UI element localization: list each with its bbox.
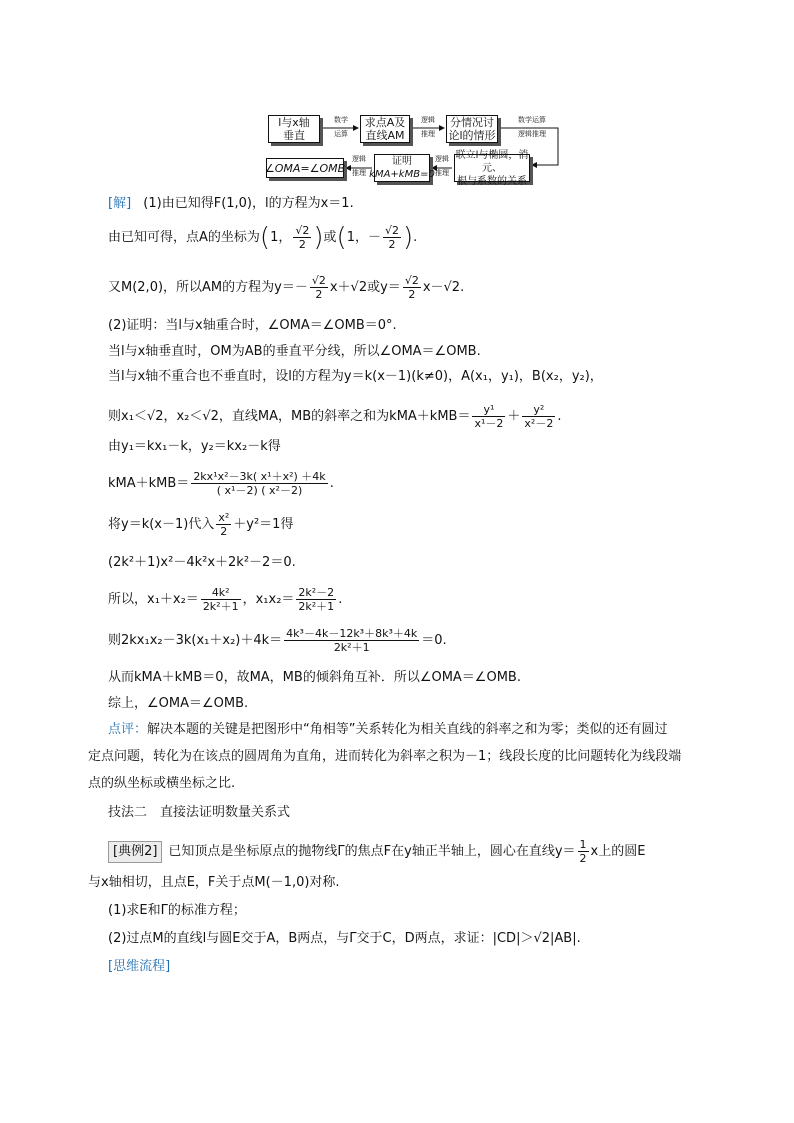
review-line-3: 点的纵坐标或横坐标之比. (88, 776, 236, 791)
flow-arrow-label-2: 逻辑 推理 (421, 116, 435, 138)
solution-line-7: 则x₁＜√2，x₂＜√2，直线MA，MB的斜率之和为kMA＋kMB＝ $\frac{\text{y¹}}{\text{x¹－2}}$ ＋ $\frac{\text{y²}}{\text{x²－2}}$ . (108, 403, 562, 430)
solution-line-15: 综上，∠OMA＝∠OMB. (108, 696, 249, 711)
solution-line-13: 则2kx₁x₂－3k(x₁＋x₂)＋4k＝ $\frac{\text{4k³－4k－12k³＋8k³＋4k}}{\text{2k²＋1}}$ ＝0. (108, 627, 447, 654)
solution-line-10: 将y＝k(x－1)代入 $\frac{\text{x²}}{2}$ ＋y²＝1得 (108, 511, 294, 538)
solution-line-2: 由已知可得，点A的坐标为(1， $\frac{√2}{2}$ )或(1，－ $\frac{√2}{2}$ ). (108, 222, 418, 253)
solution-line-8: 由y₁＝kx₁－k，y₂＝kx₂－k得 (108, 439, 281, 454)
section-heading: 技法二 直接法证明数量关系式 (108, 805, 291, 820)
flow-arrow-label-5: 逻辑 推理 (352, 155, 366, 177)
solution-line-5: 当l与x轴垂直时，OM为AB的垂直平分线，所以∠OMA＝∠OMB. (108, 344, 481, 359)
fraction: $\frac{\text{2kx¹x²－3k( x¹＋x²) ＋4k}}{\text{( x¹－2) ( x²－2)}}$ (193, 470, 326, 497)
example-line-4: (2)过点M的直线l与圆E交于A，B两点，与Γ交于C，D两点，求证：|CD|＞√2|AB|. (108, 931, 581, 946)
solution-tag: [解] (108, 196, 132, 211)
fraction: $\frac{√2}{2}$ (311, 274, 326, 301)
flow-arrow-label-1: 数学 运算 (334, 116, 348, 138)
example-line-1: [典例2] 已知顶点是坐标原点的抛物线Γ的焦点F在y轴正半轴上，圆心在直线y＝ $\frac{1}{2}$ x上的圆E (108, 838, 645, 865)
thinking-flow-label: [思维流程] (108, 959, 171, 974)
review-line-2: 定点问题，转化为在该点的圆周角为直角，进而转化为斜率之积为－1；线段长度的比问题转化为线段端 (88, 749, 682, 764)
solution-line-4: (2)证明：当l与x轴重合时，∠OMA＝∠OMB＝0°. (108, 318, 397, 333)
review-line-1: 点评：解决本题的关键是把图形中“角相等”关系转化为相关直线的斜率之和为零；类似的还有圆过 (108, 722, 668, 737)
fraction: $\frac{√2}{2}$ (295, 224, 310, 251)
solution-line-6: 当l与x轴不重合也不垂直时，设l的方程为y＝k(x－1)(k≠0)，A(x₁，y₁)，B(x₂，y₂)， (108, 369, 603, 384)
fraction: $\frac{√2}{2}$ (384, 224, 399, 251)
flow-box-system: 联立l与椭圆，消元、 根与系数的关系 (455, 149, 529, 187)
example-line-2: 与x轴相切，且点E，F关于点M(－1,0)对称. (88, 875, 340, 890)
fraction: $\frac{\text{y²}}{\text{x²－2}}$ (524, 403, 554, 430)
fraction: $\frac{\text{4k²}}{\text{2k²＋1}}$ (202, 586, 239, 613)
flow-arrow-label-4: 逻辑 推理 (435, 155, 449, 177)
flow-box-prove: 证明 kMA+kMB=0 (369, 156, 435, 180)
fraction: $\frac{\text{2k²－2}}{\text{2k²＋1}}$ (298, 586, 335, 613)
flow-box-conclusion: ∠OMA=∠OMB (266, 158, 344, 178)
fraction: $\frac{\text{x²}}{2}$ (218, 511, 230, 538)
fraction: $\frac{\text{y¹}}{\text{x¹－2}}$ (474, 403, 504, 430)
fraction: $\frac{√2}{2}$ (404, 274, 419, 301)
example-badge: [典例2] (108, 841, 162, 863)
flow-box-find-a: 求点A及 直线AM (360, 115, 410, 143)
solution-line-9: kMA＋kMB＝ $\frac{\text{2kx¹x²－3k( x¹＋x²) ＋4k}}{\text{( x¹－2) ( x²－2)}}$ . (108, 470, 334, 497)
solution-line-14: 从而kMA＋kMB＝0，故MA，MB的倾斜角互补．所以∠OMA＝∠OMB. (108, 670, 521, 685)
flow-box-cases: 分情况讨 论l的情形 (446, 115, 498, 143)
flow-box-perpendicular: l与x轴 垂直 (268, 115, 320, 143)
solution-line-3: 又M(2,0)，所以AM的方程为y＝－ $\frac{√2}{2}$ x＋√2或y＝ $\frac{√2}{2}$ x－√2. (108, 274, 465, 301)
review-tag: 点评： (108, 722, 148, 737)
example-line-3: (1)求E和Γ的标准方程； (108, 903, 246, 918)
solution-line-12: 所以，x₁＋x₂＝ $\frac{\text{4k²}}{\text{2k²＋1}}$ ，x₁x₂＝ $\frac{\text{2k²－2}}{\text{2k²＋1}}$ . (108, 586, 343, 613)
fraction: $\frac{1}{2}$ (579, 838, 587, 865)
solution-line-1: [解] (1)由已知得F(1,0)，l的方程为x＝1. (108, 196, 354, 211)
solution-line-11: (2k²＋1)x²－4k²x＋2k²－2＝0. (108, 555, 296, 570)
fraction: $\frac{\text{4k³－4k－12k³＋8k³＋4k}}{\text{2k²＋1}}$ (286, 627, 418, 654)
flow-arrow-label-3: 数学运算 逻辑推理 (518, 116, 546, 138)
